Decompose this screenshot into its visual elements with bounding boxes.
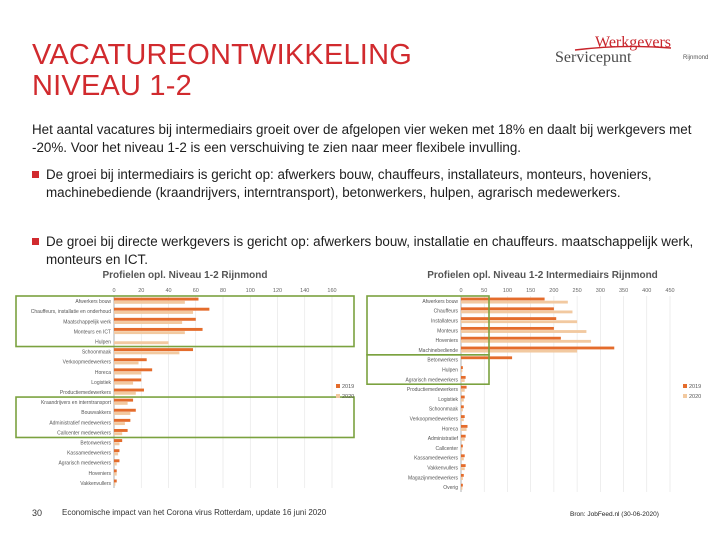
footer-text: Economische impact van het Corona virus Rotterdam, update 16 juni 2020 — [62, 508, 327, 517]
left-chart-x-tick-label: 140 — [300, 288, 310, 294]
right-chart-bar-2020 — [461, 330, 586, 333]
left-chart-category-label: Kassamedewerkers — [67, 450, 111, 457]
right-chart-bar-2019 — [461, 435, 466, 438]
right-chart-bar-2020 — [461, 379, 465, 382]
right-chart-bar-2020 — [461, 311, 572, 314]
chart-left-svg — [14, 270, 356, 502]
right-chart-x-tick-label: 250 — [572, 288, 582, 294]
right-chart-bar-2019 — [461, 317, 556, 320]
right-chart-bar-2019 — [461, 356, 512, 359]
right-chart-bar-2019 — [461, 474, 464, 477]
left-chart-bar-2020 — [114, 372, 141, 375]
left-chart-category-label: Bouwvakkers — [81, 410, 111, 417]
right-chart-category-label: Installateurs — [431, 318, 458, 325]
bullet-text: De groei bij directe werkgevers is gericht op: afwerkers bouw, installatie en chauffeurs. maatschappelijk werk, monteurs en ICT. — [46, 234, 694, 267]
left-chart-category-label: Schoonmaak — [81, 349, 111, 356]
left-chart-bar-2019 — [114, 449, 119, 452]
left-chart-x-tick-label: 60 — [192, 288, 199, 294]
right-chart-category-label: Overig — [443, 485, 458, 492]
left-chart-bar-2020 — [114, 331, 185, 334]
left-chart-x-tick-label: 120 — [272, 288, 283, 294]
left-chart-bar-2020 — [114, 351, 179, 354]
logo-line-2: Servicepunt — [555, 49, 632, 66]
left-chart-category-label: Administratief medewerkers — [49, 420, 111, 427]
left-chart-category-label: Vakkenvullers — [80, 480, 111, 487]
left-chart-bar-2019 — [114, 439, 122, 442]
right-chart-category-label: Hoveniers — [435, 338, 458, 345]
right-chart-category-label: Machinebediende — [418, 347, 458, 354]
right-chart-x-tick-label: 50 — [481, 288, 488, 294]
chart-left-panel — [14, 270, 356, 502]
right-chart-category-label: Chauffeurs — [433, 308, 458, 315]
slide-title — [32, 40, 512, 102]
right-chart-category-label: Magazijnmedewerkers — [407, 475, 458, 482]
left-chart-category-label: Verkoopmedewerkers — [62, 359, 111, 366]
werkgevers-servicepunt-logo — [553, 34, 713, 74]
right-chart-bar-2020 — [461, 487, 462, 490]
left-chart-bar-2019 — [114, 378, 141, 381]
left-chart-category-label: Horeca — [94, 369, 111, 376]
chart-right-title: Profielen opl. Niveau 1-2 Intermediairs Rijnmond — [427, 270, 658, 281]
right-chart-category-label: Kassamedewerkers — [414, 455, 458, 462]
left-chart-legend-swatch — [336, 384, 340, 388]
left-chart-category-label: Hulpen — [95, 339, 111, 346]
left-chart-bar-2020 — [114, 473, 117, 476]
chart-right-svg — [365, 270, 720, 502]
left-chart-bar-2019 — [114, 368, 152, 371]
left-chart-bar-2020 — [114, 442, 119, 445]
left-chart-category-label: Chauffeurs, installatie en onderhoud — [30, 309, 111, 316]
left-chart-bar-2019 — [114, 399, 133, 402]
bullet-text: De groei bij intermediairs is gericht op: afwerkers bouw, chauffeurs, installateurs, monteurs, hoveniers, machinebediende (kraandrijvers, interntransport), betonwerkers, hulpen, agrarisch medewerkers. — [46, 167, 652, 200]
right-chart-category-label: Verkoopmedewerkers — [409, 416, 458, 423]
left-chart-bar-2019 — [114, 389, 144, 392]
left-chart-category-label: Monteurs en ICT — [73, 329, 111, 336]
right-chart-category-label: Productiemedewerkers — [406, 387, 458, 394]
right-chart-category-label: Horeca — [441, 426, 458, 433]
right-chart-bar-2020 — [461, 369, 462, 372]
right-chart-bar-2019 — [461, 386, 467, 389]
left-chart-category-label: Agrarisch medewerkers — [58, 460, 111, 467]
left-chart-bar-2020 — [114, 392, 136, 395]
left-chart-bar-2020 — [114, 341, 169, 344]
left-chart-category-label: Callcenter medewerkers — [57, 430, 111, 437]
left-chart-x-tick-label: 160 — [327, 288, 337, 294]
intro-paragraph: Het aantal vacatures bij intermediairs groeit over de afgelopen vier weken met 18% en daalt bij werkgevers met -20%. Voor het niveau 1-2 is een verschuiving te zien naar meer flexibele invulling. — [32, 122, 692, 155]
right-chart-bar-2020 — [461, 477, 463, 480]
left-chart-bar-2019 — [114, 429, 128, 432]
right-chart-category-label: Logistiek — [438, 396, 458, 403]
right-chart-bar-2019 — [461, 347, 614, 350]
right-chart-bar-2019 — [461, 415, 465, 418]
right-chart-bar-2020 — [461, 438, 465, 441]
left-chart-bar-2020 — [114, 361, 139, 364]
right-chart-legend-label: 2019 — [689, 384, 702, 390]
left-chart-bar-2019 — [114, 298, 198, 301]
left-chart-x-tick-label: 0 — [112, 288, 116, 294]
left-chart-bar-2020 — [114, 463, 117, 466]
chart-right-panel — [365, 270, 720, 502]
right-chart-bar-2019 — [461, 464, 466, 467]
left-chart-bar-2020 — [114, 382, 133, 385]
left-chart-bar-2020 — [114, 301, 185, 304]
left-chart-bar-2019 — [114, 480, 117, 483]
right-chart-bar-2019 — [461, 396, 465, 399]
right-chart-bar-2020 — [461, 340, 591, 343]
right-chart-bar-2020 — [461, 448, 462, 451]
right-chart-category-label: Agrarisch medewerkers — [405, 377, 458, 384]
left-chart-bar-2019 — [114, 358, 147, 361]
right-chart-x-tick-label: 200 — [549, 288, 559, 294]
right-chart-bar-2020 — [461, 418, 464, 421]
left-chart-bar-2019 — [114, 328, 203, 331]
bullet-square-icon — [32, 171, 39, 178]
right-chart-x-tick-label: 300 — [595, 288, 605, 294]
right-chart-bar-2019 — [461, 337, 561, 340]
right-chart-bar-2020 — [461, 467, 465, 470]
right-chart-bar-2019 — [461, 484, 463, 487]
right-chart-bar-2019 — [461, 307, 554, 310]
page-number: 30 — [32, 508, 43, 518]
right-chart-bar-2019 — [461, 445, 463, 448]
left-chart-bar-2020 — [114, 432, 122, 435]
left-chart-category-label: Kraandrijvers en interntransport — [40, 400, 111, 407]
logo-line-1: Werkgevers — [595, 34, 672, 51]
right-chart-bar-2020 — [461, 301, 568, 304]
bullet-square-icon — [32, 238, 39, 245]
left-chart-legend-label: 2020 — [342, 394, 355, 400]
right-chart-x-tick-label: 150 — [526, 288, 536, 294]
left-chart-x-tick-label: 20 — [138, 288, 145, 294]
title-line-2: NIVEAU 1-2 — [32, 70, 192, 102]
right-chart-x-tick-label: 450 — [665, 288, 675, 294]
left-chart-x-tick-label: 100 — [245, 288, 255, 294]
right-chart-category-label: Monteurs — [437, 328, 458, 335]
logo-line-3: Rijnmond — [683, 55, 709, 61]
right-chart-bar-2020 — [461, 399, 464, 402]
left-chart-bar-2019 — [114, 318, 196, 321]
source-note: Bron: JobFeed.nl (30-06-2020) — [570, 511, 659, 518]
right-chart-category-label: Hulpen — [442, 367, 458, 374]
left-chart-category-label: Maatschappelijk werk — [63, 319, 111, 326]
right-chart-x-tick-label: 350 — [618, 288, 629, 294]
right-chart-x-tick-label: 400 — [642, 288, 652, 294]
right-chart-bar-2020 — [461, 409, 463, 412]
left-chart-bar-2019 — [114, 459, 119, 462]
right-chart-bar-2019 — [461, 405, 464, 408]
right-chart-bar-2019 — [461, 376, 466, 379]
right-chart-category-label: Betonwerkers — [427, 357, 458, 364]
left-chart-bar-2019 — [114, 308, 209, 311]
bullet-werkgevers — [32, 233, 702, 269]
right-chart-category-label: Afwerkers bouw — [422, 298, 458, 305]
left-chart-category-label: Hoveniers — [88, 470, 111, 477]
right-chart-bar-2020 — [461, 320, 577, 323]
right-chart-bar-2019 — [461, 298, 545, 301]
right-chart-bar-2019 — [461, 454, 465, 457]
bullet-intermediairs — [32, 166, 702, 202]
left-chart-bar-2020 — [114, 452, 118, 455]
right-chart-category-label: Vakkenvullers — [427, 465, 458, 472]
left-chart-x-tick-label: 80 — [219, 288, 227, 294]
left-chart-category-label: Logistiek — [91, 379, 111, 386]
right-chart-x-tick-label: 100 — [502, 288, 513, 294]
right-chart-legend-swatch — [683, 394, 687, 398]
left-chart-legend-label: 2019 — [342, 384, 355, 390]
chart-left-title: Profielen opl. Niveau 1-2 Rijnmond — [102, 270, 268, 281]
right-chart-category-label: Schoonmaak — [428, 406, 458, 413]
left-chart-bar-2020 — [114, 412, 130, 415]
right-chart-category-label: Callcenter — [435, 445, 458, 452]
left-chart-legend-swatch — [336, 394, 340, 398]
left-chart-bar-2020 — [114, 311, 193, 314]
right-chart-bar-2020 — [461, 350, 577, 353]
left-chart-bar-2020 — [114, 321, 182, 324]
left-chart-bar-2020 — [114, 402, 128, 405]
right-chart-bar-2020 — [461, 389, 465, 392]
right-chart-bar-2019 — [461, 366, 463, 369]
left-chart-bar-2019 — [114, 348, 193, 351]
title-line-1: VACATUREONTWIKKELING — [32, 39, 412, 71]
left-chart-bar-2020 — [114, 483, 115, 486]
left-chart-bar-2020 — [114, 422, 125, 425]
right-chart-bar-2019 — [461, 425, 468, 428]
left-chart-bar-2019 — [114, 419, 130, 422]
right-chart-bar-2020 — [461, 458, 464, 461]
right-chart-category-label: Administratief — [427, 436, 458, 443]
left-chart-category-label: Afwerkers bouw — [75, 299, 111, 306]
right-chart-bar-2020 — [461, 428, 467, 431]
left-chart-x-tick-label: 40 — [165, 288, 172, 294]
right-chart-bar-2019 — [461, 327, 554, 330]
left-chart-category-label: Productiemedewerkers — [59, 390, 111, 396]
right-chart-legend-label: 2020 — [689, 394, 702, 400]
right-chart-legend-swatch — [683, 384, 687, 388]
left-chart-category-label: Betonwerkers — [80, 440, 111, 447]
left-chart-bar-2019 — [114, 409, 136, 412]
right-chart-x-tick-label: 0 — [459, 288, 463, 294]
left-chart-bar-2019 — [114, 469, 117, 472]
